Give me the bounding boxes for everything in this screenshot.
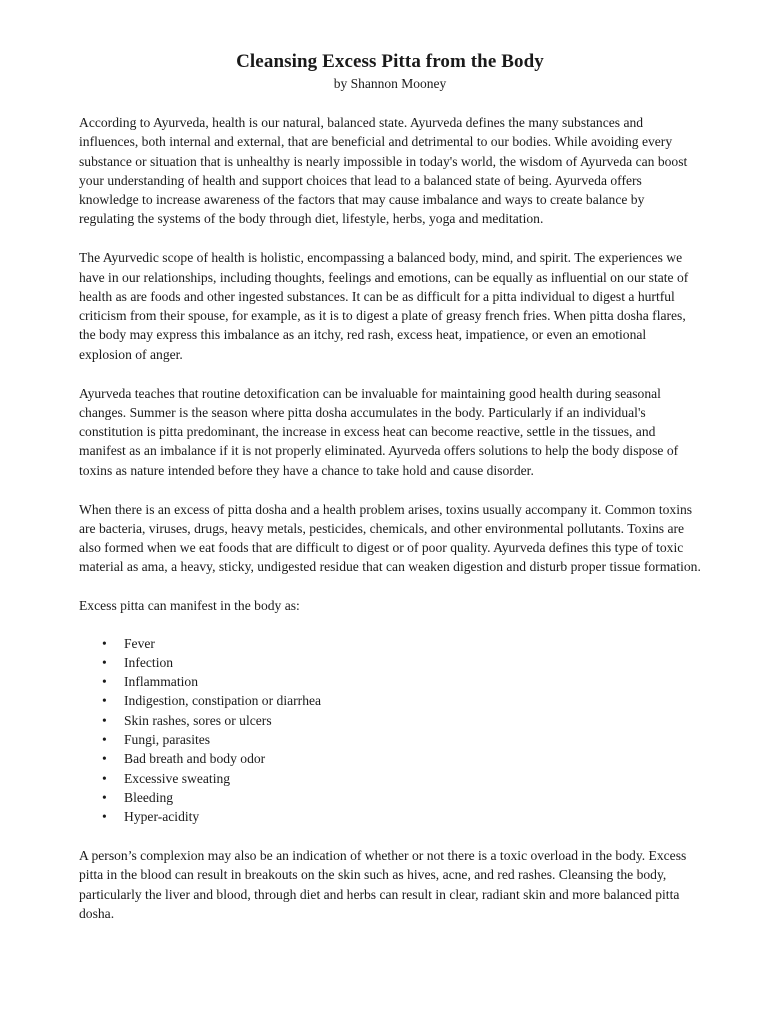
paragraph-holistic-scope: The Ayurvedic scope of health is holistic, encompassing a balanced body, mind, and spirit. The experiences we have in our relationships, including thoughts, feelings and emotions, can be equally as influential on our state of health as are foods and other ingested substances. It can be as difficult for a pitta individual to digest a hurtful criticism from their spouse, for example, as it is to digest a plate of greasy french fries. When pitta dosha flares, the body may express this imbalance as an itchy, red rash, excess heat, impatience, or even an emotional explosion of anger. xyxy=(79,250,689,362)
paragraph-detoxification: Ayurveda teaches that routine detoxification can be invaluable for maintaining good health during seasonal changes. Summer is the season where pitta dosha accumulates in the body. Particularly if an individual's constitution is pitta predominant, the increase in excess heat can become reactive, settle in the tissues, and manifest as an imbalance if it is not properly eliminated. Ayurveda offers solutions to help the body dispose of toxins as nature intended before they have a chance to take hold and cause disorder. xyxy=(79,385,679,478)
list-item: • Fungi, parasites xyxy=(79,730,701,749)
list-item: • Bad breath and body odor xyxy=(79,749,701,768)
list-item: • Indigestion, constipation or diarrhea xyxy=(79,691,701,710)
symptom-list xyxy=(79,634,701,827)
paragraph-intro: According to Ayurveda, health is our natural, balanced state. Ayurveda defines the many substances and influences, both internal and external, that are beneficial and detrimental to our bodies. While avoiding every substance or situation that is unhealthy is nearly impossible in today's world, the wisdom of Ayurveda can boost your understanding of health and support choices that lead to a balanced state of being. Ayurveda offers knowledge to increase awareness of the factors that may cause imbalance and ways to create balance by regulating the systems of the body through diet, lifestyle, herbs, yoga and meditation. xyxy=(79,115,688,227)
list-item: • Infection xyxy=(79,653,701,672)
page-title: Cleansing Excess Pitta from the Body xyxy=(236,51,544,72)
list-item: • Skin rashes, sores or ulcers xyxy=(79,711,701,730)
author-byline: by Shannon Mooney xyxy=(333,76,447,91)
list-item: • Excessive sweating xyxy=(79,769,701,788)
list-item: • Bleeding xyxy=(79,788,701,807)
paragraph-toxins: When there is an excess of pitta dosha and a health problem arises, toxins usually accompany it. Common toxins are bacteria, viruses, drugs, heavy metals, pesticides, chemicals, and other environmental pollutants. Toxins are also formed when we eat foods that are difficult to digest or of poor quality. Ayurveda defines this type of toxic material as ama, a heavy, sticky, undigested residue that can weaken digestion and disturb proper tissue formation. xyxy=(79,501,701,575)
paragraph-list-intro: Excess pitta can manifest in the body as: xyxy=(79,598,300,614)
list-item: • Fever xyxy=(79,634,701,653)
paragraph-complexion: A person’s complexion may also be an indication of whether or not there is a toxic overload in the body. Excess pitta in the blood can result in breakouts on the skin such as hives, acne, and red rashes. Cleansing the body, particularly the liver and blood, through diet and herbs can result in clear, radiant skin and more balanced pitta dosha. xyxy=(79,848,687,921)
document-page xyxy=(79,50,701,923)
list-item: • Inflammation xyxy=(79,672,701,691)
list-item: • Hyper-acidity xyxy=(79,807,701,826)
